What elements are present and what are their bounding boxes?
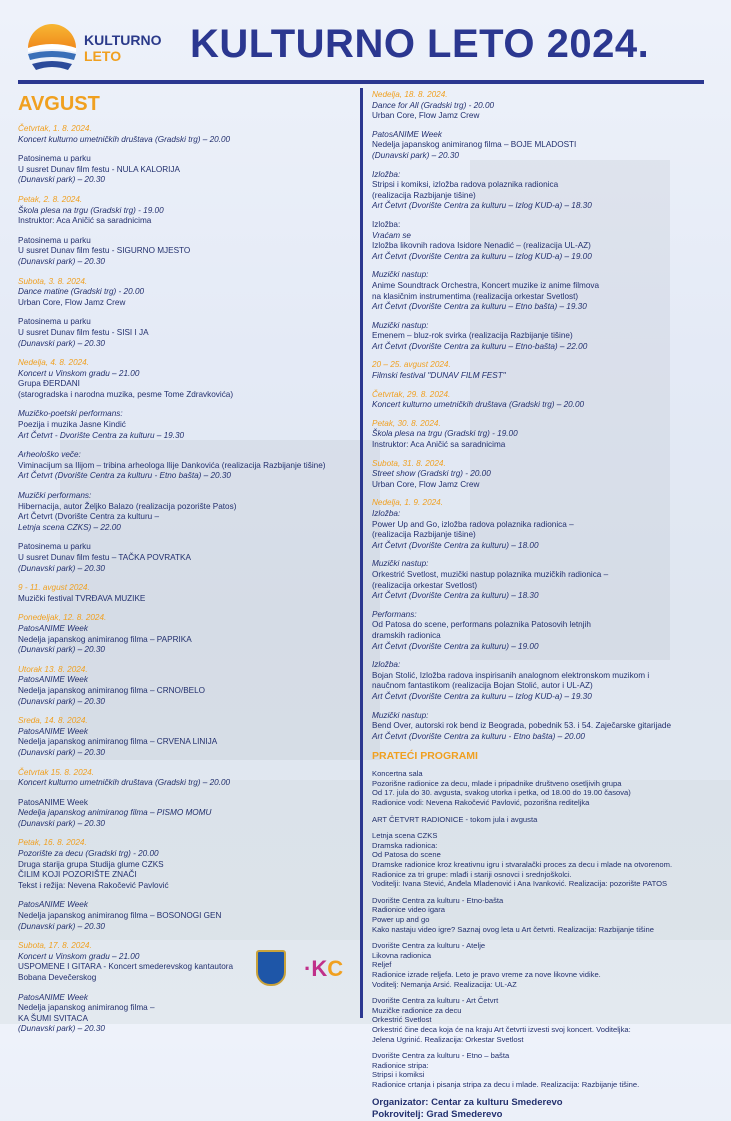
event-item <box>18 358 356 400</box>
event-line: Koncert kulturno umetničkih društava (Gradski trg) – 20.00 <box>18 778 231 788</box>
event-item <box>18 665 356 707</box>
program-line: ART ČETVRT RADIONICE - tokom jula i avgusta <box>372 814 538 824</box>
program-line: Radionice video igara <box>372 905 446 915</box>
event-line: dramskih radionica <box>372 630 441 640</box>
event-line: Instruktor: Aca Aničić sa saradnicima <box>372 440 506 450</box>
program-line: Power up and go <box>372 915 430 924</box>
event-line: Dance for All (Gradski trg) - 20.00 <box>372 100 495 110</box>
event-line: Art Četvrt (Dvorište Centra za kulturu - Etno bašta) – 20.30 <box>18 471 231 481</box>
event-line: (realizacija Razbijanje tišine) <box>372 530 476 540</box>
program-item <box>372 996 722 1044</box>
event-line: Art Četvrt (Dvorište Centra za kulturu – Etno bašta) – 19.30 <box>372 302 587 312</box>
event-line: Nedelja japanskog animiranog filma – <box>18 1003 155 1013</box>
program-line: Radionice za tri grupe: mlađi i stariji osnovci i srednjoškolci. <box>372 869 572 879</box>
program-line: Reljef <box>372 960 392 970</box>
event-item <box>372 390 722 411</box>
event-line: ČILIM KOJI POZORIŠTE ZNAČI <box>18 870 137 880</box>
event-line: (Dunavski park) – 20.30 <box>372 150 459 160</box>
event-date: Subota, 17. 8. 2024. <box>18 941 92 951</box>
event-item <box>18 491 356 533</box>
event-date: 20 – 25. avgust 2024. <box>372 360 451 370</box>
event-date: Četvrtak, 1. 8. 2024. <box>18 124 92 133</box>
event-line: U susret Dunav film festu - SISI I JA <box>18 327 149 337</box>
event-line: Bobana Devečerskog <box>18 973 97 982</box>
event-date: Nedelja, 18. 8. 2024. <box>372 90 448 99</box>
program-item <box>372 769 722 807</box>
event-line: Power Up and Go, izložba radova polaznika radionica – <box>372 519 574 529</box>
program-line: Radionice stripa: <box>372 1060 429 1070</box>
event-date: Petak, 2. 8. 2024. <box>18 194 83 204</box>
event-line: (realizacija orkestar Svetlost) <box>372 580 478 590</box>
event-line: Art Četvrt (Dvorište Centra za kulturu – Etno-bašta) – 22.00 <box>372 341 588 351</box>
event-line: Dance matine (Gradski trg) - 20.00 <box>18 287 145 297</box>
event-item <box>18 124 356 145</box>
program-item <box>372 896 722 934</box>
program-line: Pozorišne radionice za decu, mlade i pripadnike društveno osetljivih grupa <box>372 778 622 788</box>
event-line: Anime Soundtrack Orchestra, Koncert muzike iz anime filmova <box>372 280 600 290</box>
event-line: Izložba: <box>372 660 401 670</box>
event-date: Ponedeljak, 12. 8. 2024. <box>18 613 107 623</box>
event-date: Utorak 13. 8. 2024. <box>18 664 88 674</box>
left-column <box>18 92 356 1044</box>
event-line: (Dunavski park) – 20.30 <box>18 563 105 573</box>
program-line: Letnja scena CZKS <box>372 831 438 841</box>
program-line: Voditelji: Ivana Stević, Anđela Mladenović i Ana Ivanković. Realizacija: pozorište PATOS <box>372 879 668 889</box>
event-line: Urban Core, Flow Jamz Crew <box>372 479 480 489</box>
header <box>18 14 708 84</box>
left-event-list <box>18 124 356 1035</box>
program-line: Radionice crtanja i pisanja stripa za decu i mlade. Realizacija: Razbijanje tišine. <box>372 1079 640 1089</box>
program-line: Dvorište Centra za kulturu - Art Četvrt <box>372 996 499 1006</box>
event-line: Muzičko-poetski performans: <box>18 409 123 419</box>
event-item <box>372 459 722 491</box>
event-line: PatosANIME Week <box>372 129 442 139</box>
event-item <box>372 419 722 451</box>
event-line: Muzički nastup: <box>372 270 429 280</box>
event-line: Art Četvrt (Dvorište Centra za kulturu – <box>18 512 160 522</box>
event-line: Art Četvrt (Dvorište Centra za kulturu) – 18.30 <box>372 591 539 601</box>
event-line: Muzički festival TVRĐAVA MUZIKE <box>18 593 146 603</box>
logo-text <box>84 32 162 64</box>
event-line: U susret Dunav film festu - NULA KALORIJA <box>18 164 180 174</box>
event-line: (Dunavski park) – 20.30 <box>18 645 105 655</box>
event-item <box>18 317 356 349</box>
event-line: Izložba: <box>372 509 401 518</box>
event-line: Škola plesa na trgu (Gradski trg) - 19.00 <box>18 205 164 215</box>
event-line: Bend Over, autorski rok bend iz Beograda, pobednik 53. i 54. Zaječarske gitarijade <box>372 721 672 731</box>
event-date: Subota, 31. 8. 2024. <box>372 458 446 468</box>
event-date: Četvrtak 15. 8. 2024. <box>18 767 95 777</box>
city-crest-icon <box>256 950 286 986</box>
kc-logo-icon: ·KC <box>304 956 344 981</box>
event-line: USPOMENE I GITARA - Koncert smederevskog kantautora <box>18 962 234 972</box>
event-line: Nedelja japanskog animiranog filma – CRNO/BELO <box>18 685 206 695</box>
event-date: Nedelja, 4. 8. 2024. <box>18 358 90 368</box>
event-line: U susret Dunav film festu – TAČKA POVRATKA <box>18 553 191 562</box>
event-line: naučnom fantastikom (realizacija Bojan Stolić, autor i UL-AZ) <box>372 681 593 691</box>
program-line: Od Patosa do scene <box>372 850 441 860</box>
event-item <box>372 170 722 212</box>
program-line: Radionice izrade reljefa. Leto je pravo vreme za nove likovne vidike. <box>372 969 601 979</box>
event-item <box>18 277 356 309</box>
program-line: Dvorište Centra za kulturu - Etno – bašta <box>372 1051 510 1061</box>
event-line: Art Četvrt (Dvorište Centra za kulturu – Izlog KUD-a) – 18.30 <box>372 201 592 211</box>
event-line: (Dunavski park) – 20.30 <box>18 696 105 706</box>
program-line: Voditelj: Nemanja Arsić. Realizacija: UL-AZ <box>372 979 517 989</box>
event-line: Grupa ĐERDANI <box>18 379 80 389</box>
sponsor: Pokrovitelj: Grad Smederevo <box>372 1108 503 1120</box>
logo-line-kulturno: KULTURNO <box>84 32 162 48</box>
event-line: Druga starija grupa Studija glume CZKS <box>18 859 164 869</box>
event-line: Patosinema u parku <box>18 154 91 164</box>
event-item <box>372 130 722 162</box>
event-date: 9 - 11. avgust 2024. <box>18 583 90 593</box>
event-item <box>372 360 722 381</box>
month-title: AVGUST <box>18 93 100 115</box>
event-line: Izložba likovnih radova Isidore Nenadić – (realizacija UL-AZ) <box>372 241 591 251</box>
event-line: Škola plesa na trgu (Gradski trg) - 19.00 <box>372 429 518 439</box>
program-line: Koncertna sala <box>372 769 423 779</box>
event-line: Patosinema u parku <box>18 235 91 245</box>
event-line: Orkestrić Svetlost, muzički nastup polaznika muzičkih radionica – <box>372 569 609 579</box>
program-line: Likovna radionica <box>372 950 432 960</box>
event-line: Tekst i režija: Nevena Rakočević Pavlović <box>18 880 169 890</box>
program-item <box>372 831 722 889</box>
event-line: Koncert u Vinskom gradu – 21.00 <box>18 368 140 378</box>
sun-wave-logo-icon <box>24 18 80 74</box>
event-line: Izložba: <box>372 169 401 179</box>
event-line: PatosANIME Week <box>18 726 88 736</box>
event-line: Art Četvrt - Dvorište Centra za kulturu – 19.30 <box>18 430 185 440</box>
event-line: KA ŠUMI SVITACA <box>18 1013 88 1023</box>
event-line: Arheološko veče: <box>18 450 81 460</box>
event-item <box>372 321 722 353</box>
event-item <box>372 90 722 122</box>
event-line: PatosANIME Week <box>18 900 88 910</box>
event-line: (Dunavski park) – 20.30 <box>18 747 105 757</box>
event-item <box>18 583 356 604</box>
event-line: Stripsi i komiksi, izložba radova polaznika radionica <box>372 180 559 190</box>
event-date: Petak, 16. 8. 2024. <box>18 838 87 848</box>
programs-title: PRATEĆI PROGRAMI <box>372 750 478 763</box>
event-line: Viminacijum sa Ilijom – tribina arheologa Ilije Dankovića (realizacija Razbijanje tišine) <box>18 460 326 470</box>
right-column <box>372 90 722 1121</box>
event-item <box>18 900 356 932</box>
event-line: Poezija i muzika Jasne Kindić <box>18 420 126 430</box>
event-item <box>18 450 356 482</box>
event-item <box>372 660 722 702</box>
event-item <box>18 542 356 574</box>
program-item <box>372 815 722 825</box>
event-line: Filmski festival "DUNAV FILM FEST" <box>372 371 506 381</box>
event-line: (realizacija Razbijanje tišine) <box>372 190 476 200</box>
organizer: Organizator: Centar za kulturu Smederevo <box>372 1096 563 1108</box>
event-line: Patosinema u parku <box>18 542 91 552</box>
event-line: Muzički nastup: <box>372 320 429 330</box>
event-line: Art Četvrt (Dvorište Centra za kulturu – Izlog KUD-a) – 19.30 <box>372 691 592 701</box>
event-line: Nedelja japanskog animiranog filma – CRVENA LINIJA <box>18 737 218 747</box>
event-line: PatosANIME Week <box>18 992 88 1002</box>
event-line: (Dunavski park) – 20.30 <box>18 921 105 931</box>
event-item <box>18 409 356 441</box>
program-item <box>372 1051 722 1089</box>
event-line: U susret Dunav film festu - SIGURNO MJESTO <box>18 246 191 256</box>
event-line: Street show (Gradski trg) - 20.00 <box>372 469 491 479</box>
event-line: Nedelja japanskog animiranog filma – PISMO MOMU <box>18 808 212 818</box>
event-line: (Dunavski park) – 20.30 <box>18 338 105 348</box>
event-line: PatosANIME Week <box>18 797 88 807</box>
event-line: Art Četvrt (Dvorište Centra za kulturu - Etno bašta) – 20.00 <box>372 731 585 741</box>
event-line: Instruktor: Aca Aničić sa saradnicima <box>18 216 152 226</box>
event-line: Patosinema u parku <box>18 317 91 327</box>
event-line: Letnja scena CZKS) – 22.00 <box>18 522 121 532</box>
event-line: Koncert kulturno umetničkih društava (Gradski trg) – 20.00 <box>372 400 585 410</box>
event-date: Četvrtak, 29. 8. 2024. <box>372 389 451 399</box>
event-line: Nedelja japanskog animiranog filma – BOJE MLADOSTI <box>372 140 577 150</box>
event-line: Art Četvrt (Dvorište Centra za kulturu – Izlog KUD-a) – 19.00 <box>372 251 592 261</box>
footer-logos <box>256 950 366 1010</box>
event-line: Urban Core, Flow Jamz Crew <box>372 111 480 121</box>
program-line: Od 17. jula do 30. avgusta, svakog utorka i petka, od 18.00 do 19.00 časova) <box>372 788 631 798</box>
event-item <box>18 154 356 186</box>
event-line: Muzički nastup: <box>372 710 429 720</box>
event-line: Art Četvrt (Dvorište Centra za kulturu) – 19.00 <box>372 641 539 651</box>
event-line: na klasičnim instrumentima (realizacija orkestar Svetlost) <box>372 291 579 301</box>
program-line: Dvorište Centra za kulturu - Atelje <box>372 941 486 951</box>
program-line: Dvorište Centra za kulturu - Etno-bašta <box>372 895 504 905</box>
event-item <box>372 220 722 262</box>
program-line: Dramska radionica: <box>372 840 438 850</box>
event-line: Koncert u Vinskom gradu – 21.00 <box>18 951 140 961</box>
event-line: Muzički nastup: <box>372 559 429 569</box>
organizer-block <box>372 1097 722 1121</box>
event-line: (Dunavski park) – 20.30 <box>18 818 105 828</box>
right-event-list <box>372 90 722 742</box>
event-item <box>18 195 356 227</box>
event-line: Pozorište za decu (Gradski trg) - 20.00 <box>18 849 159 859</box>
program-line: Muzičke radionice za decu <box>372 1005 462 1015</box>
event-line: Emenem – bluz-rok svirka (realizacija Razbijanje tišine) <box>372 331 573 341</box>
program-line: Orkestrić čine deca koja će na kraju Art četvrti izvesti svoj koncert. Voditeljka: <box>372 1024 631 1034</box>
event-line: Bojan Stolić, Izložba radova inspirisanih analognom elektronskom muzikom i <box>372 670 650 680</box>
logo-line-leto: LETO <box>84 48 122 64</box>
event-line: (Dunavski park) – 20.30 <box>18 1024 105 1034</box>
event-item <box>18 768 356 789</box>
event-line: Vraćam se <box>372 230 411 240</box>
event-line: PatosANIME Week <box>18 623 88 633</box>
event-item <box>372 498 722 551</box>
program-line: Stripsi i komiksi <box>372 1070 425 1080</box>
event-item <box>18 838 356 891</box>
event-item <box>372 610 722 652</box>
event-date: Sreda, 14. 8. 2024. <box>18 716 88 726</box>
event-line: Muzički performans: <box>18 491 92 501</box>
program-line: Orkestrić Svetlost <box>372 1015 432 1025</box>
page-title: KULTURNO LETO 2024. <box>190 22 650 66</box>
event-line: (Dunavski park) – 20.30 <box>18 175 105 185</box>
event-line: Koncert kulturno umetničkih društava (Gradski trg) – 20.00 <box>18 134 231 144</box>
event-line: Art Četvrt (Dvorište Centra za kulturu) – 18.00 <box>372 540 539 550</box>
event-date: Nedelja, 1. 9. 2024. <box>372 498 444 508</box>
event-item <box>18 236 356 268</box>
event-line: (Dunavski park) – 20.30 <box>18 256 105 266</box>
event-line: Performans: <box>372 609 417 619</box>
header-divider <box>18 80 704 84</box>
event-line: Hibernacija, autor Željko Balazo (realizacija pozorište Patos) <box>18 501 237 511</box>
event-item <box>18 716 356 758</box>
program-line: Kako nastaju video igre? Saznaj ovog leta u Art četvrti. Realizacija: Razbijanje tišine <box>372 924 654 934</box>
event-line: (starogradska i narodna muzika, pesme Tome Zdravkovića) <box>18 389 234 399</box>
programs-list <box>372 769 722 1089</box>
program-line: Jelena Ugrinić. Realizacija: Orkestar Svetlost <box>372 1034 524 1044</box>
event-line: Izložba: <box>372 219 401 229</box>
event-item <box>18 798 356 830</box>
column-divider <box>360 88 363 1018</box>
program-line: Radionice vodi: Nevena Rakočević Pavlović, pozorišna rediteljka <box>372 798 590 808</box>
event-item <box>18 613 356 655</box>
event-date: Petak, 30. 8. 2024. <box>372 418 441 428</box>
event-item <box>372 711 722 743</box>
event-line: Urban Core, Flow Jamz Crew <box>18 297 126 307</box>
program-line: Dramske radionice kroz kreativnu igru i stvaralački proces za decu i mlade na otvorenom. <box>372 860 673 870</box>
event-line: PatosANIME Week <box>18 675 88 685</box>
event-line: Nedelja japanskog animiranog filma – BOSONOGI GEN <box>18 911 222 921</box>
event-line: Od Patosa do scene, performans polaznika Patosovih letnjih <box>372 620 591 630</box>
event-item <box>372 559 722 601</box>
event-item <box>372 270 722 312</box>
program-item <box>372 941 722 989</box>
event-date: Subota, 3. 8. 2024. <box>18 276 88 286</box>
event-line: Nedelja japanskog animiranog filma – PAPRIKA <box>18 634 192 644</box>
